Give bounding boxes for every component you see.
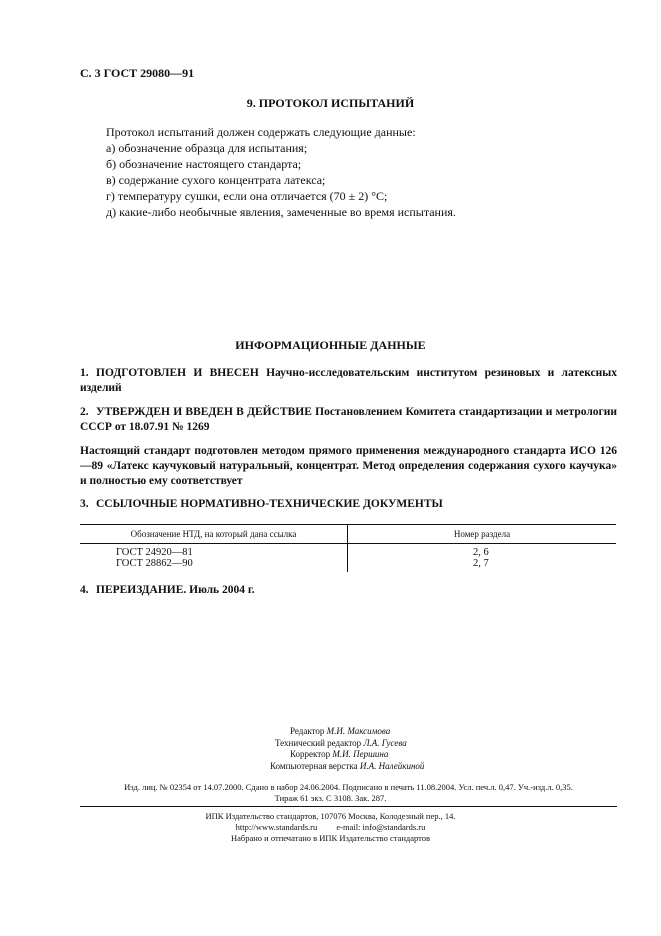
layout-label: Компьютерная верстка: [270, 760, 358, 771]
publisher-address: ИПК Издательство стандартов, 107076 Москва, Колодезный пер., 14.: [205, 811, 456, 821]
divider: [80, 806, 617, 807]
info-item-2-number: 2.: [80, 406, 89, 418]
info-item-1-content: ПОДГОТОВЛЕН И ВНЕСЕН Научно-исследовательским институтом резиновых и латексных изделий: [80, 367, 617, 394]
list-item: а) обозначение образца для испытания;: [106, 141, 308, 155]
list-item: б) обозначение настоящего стандарта;: [106, 157, 302, 171]
list-item: г) температуру сушки, если она отличается (70 ± 2) °С;: [106, 189, 388, 203]
table-header-section: Номер раздела: [453, 529, 511, 539]
info-item-2-note: Настоящий стандарт подготовлен методом прямого применения международного стандарта ИСО 126—89 «Латекс каучуковый натуральный, концентрат. Метод определения содержания сухого каучука» и полностью ему соответствует: [80, 445, 617, 487]
publisher-printed: Набрано и отпечатано в ИПК Издательство стандартов: [230, 833, 431, 843]
section-9-body: [106, 124, 456, 220]
corrector-label: Корректор: [290, 749, 331, 759]
page-header: С. 3 ГОСТ 29080—91: [80, 66, 195, 80]
table-body: [80, 544, 616, 569]
info-item-1-text: [80, 366, 617, 396]
info-item-3: [80, 497, 617, 512]
reference-table: [80, 524, 616, 569]
info-item-4-content: ПЕРЕИЗДАНИЕ. Июль 2004 г.: [96, 584, 255, 596]
table-cell-doc: ГОСТ 28862—90: [116, 558, 193, 569]
publisher-block: [0, 811, 661, 844]
tech-editor-label: Технический редактор: [275, 737, 362, 748]
info-item-2: [80, 405, 617, 435]
tech-editor-line: [275, 738, 661, 750]
table-header-doc: Обозначение НТД, на который дана ссылка: [130, 529, 297, 539]
section-9-intro: Протокол испытаний должен содержать следующие данные:: [106, 125, 416, 139]
corrector-name: М.И. Першина: [332, 749, 389, 759]
table-cell-section: 2, 6: [473, 547, 489, 558]
table-row: [80, 558, 616, 569]
corrector-line: [290, 749, 661, 761]
table-cell-doc: ГОСТ 24920—81: [116, 547, 193, 558]
editor-label: Редактор: [290, 726, 325, 736]
tech-editor-name: Л.А. Гусева: [363, 737, 407, 748]
info-item-1: [80, 366, 617, 396]
list-item: в) содержание сухого концентрата латекса;: [106, 173, 326, 187]
info-item-2-text: [80, 405, 617, 435]
table-header: [80, 524, 616, 544]
editor-name: М.И. Максимова: [326, 726, 391, 736]
publisher-site: http://www.standards.ru: [235, 822, 318, 832]
publisher-email: e-mail: info@standards.ru: [336, 822, 426, 832]
layout-name: И.А. Налейкиной: [359, 760, 425, 771]
imprint-line-2: Тираж 61 экз. С 3108. Зак. 287.: [274, 793, 387, 803]
editor-line: [290, 726, 661, 738]
info-item-3-number: 3.: [80, 498, 89, 510]
info-item-2-content: УТВЕРЖДЕН И ВВЕДЕН В ДЕЙСТВИЕ Постановлением Комитета стандартизации и метрологии СССР от 18.07.91 № 1269: [80, 406, 617, 433]
editors-block: [0, 726, 661, 772]
table-cell-section: 2, 7: [473, 558, 489, 569]
info-item-3-content: ССЫЛОЧНЫЕ НОРМАТИВНО-ТЕХНИЧЕСКИЕ ДОКУМЕНТЫ: [96, 498, 443, 510]
publisher-contacts: [0, 822, 661, 833]
info-item-1-number: 1.: [80, 367, 89, 379]
info-item-4-number: 4.: [80, 584, 89, 596]
list-item: д) какие-либо необычные явления, замеченные во время испытания.: [106, 205, 456, 219]
section-9-title: 9. ПРОТОКОЛ ИСПЫТАНИЙ: [246, 96, 415, 110]
table-row: [80, 547, 616, 558]
layout-line: [270, 761, 661, 773]
info-item-4: [80, 584, 255, 596]
imprint-line-1: Изд. лиц. № 02354 от 14.07.2000. Сдано в набор 24.06.2004. Подписано в печать 11.08.2004. Усл. печ.л. 0,47. Уч.-изд.л. 0,35.: [124, 782, 573, 792]
info-title: ИНФОРМАЦИОННЫЕ ДАННЫЕ: [235, 338, 426, 352]
